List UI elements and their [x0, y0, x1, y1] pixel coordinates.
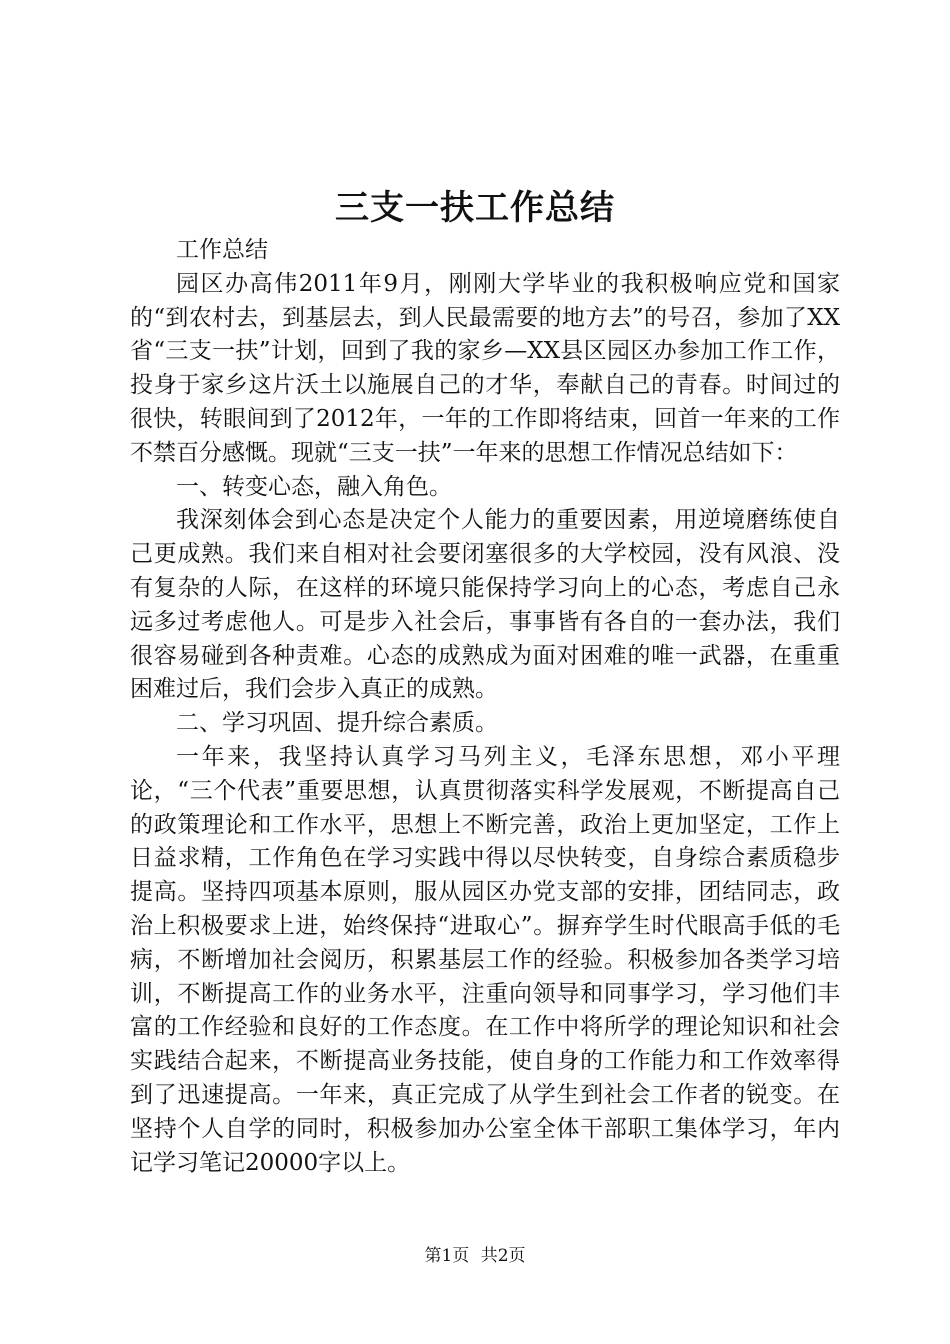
- page-number-total: 共2页: [480, 1246, 526, 1266]
- section-heading-2: 二、学习巩固、提升综合素质。: [176, 710, 498, 737]
- paragraph-intro: 园区办高伟2011年9月，刚刚大学毕业的我积极响应党和国家的“到农村去，到基层去，到人民最需要的地方去”的号召，参加了XX省“三支一扶”计划，回到了我的家乡—XX县区园区办参加工作工作，投身于家乡这片沃土以施展自己的才华，奉献自己的青春。时间过的很快，转眼间到了2012年，一年的工作即将结束，回首一年来的工作不禁百分感慨。现就“三支一扶”一年来的思想工作情况总结如下：: [130, 270, 840, 466]
- document-body: [130, 234, 840, 1180]
- page-number-current: 第1页: [424, 1246, 470, 1266]
- paragraph-heading: 工作总结: [176, 237, 268, 263]
- document-title: 三支一扶工作总结: [335, 188, 615, 228]
- section-heading-1: 一、转变心态，融入角色。: [176, 473, 452, 500]
- paragraph-section-1: 我深刻体会到心态是决定个人能力的重要因素，用逆境磨练使自己更成熟。我们来自相对社会要闭塞很多的大学校园，没有风浪、没有复杂的人际，在这样的环境只能保持学习向上的心态，考虑自己永远多过考虑他人。可是步入社会后，事事皆有各自的一套办法，我们很容易碰到各种责难。心态的成熟成为面对困难的唯一武器，在重重困难过后，我们会步入真正的成熟。: [130, 507, 840, 703]
- page-footer: [0, 1244, 950, 1268]
- paragraph-section-2: 一年来，我坚持认真学习马列主义，毛泽东思想，邓小平理论，“三个代表”重要思想，认真贯彻落实科学发展观，不断提高自己的政策理论和工作水平，思想上不断完善，政治上更加坚定，工作上日益求精，工作角色在学习实践中得以尽快转变，自身综合素质稳步提高。坚持四项基本原则，服从园区办党支部的安排，团结同志，政治上积极要求上进，始终保持“进取心”。摒弃学生时代眼高手低的毛病，不断增加社会阅历，积累基层工作的经验。积极参加各类学习培训，不断提高工作的业务水平，注重向领导和同事学习，学习他们丰富的工作经验和良好的工作态度。在工作中将所学的理论知识和社会实践结合起来，不断提高业务技能，使自身的工作能力和工作效率得到了迅速提高。一年来，真正完成了从学生到社会工作者的锐变。在坚持个人自学的同时，积极参加办公室全体干部职工集体学习，年内记学习笔记20000字以上。: [130, 743, 840, 1176]
